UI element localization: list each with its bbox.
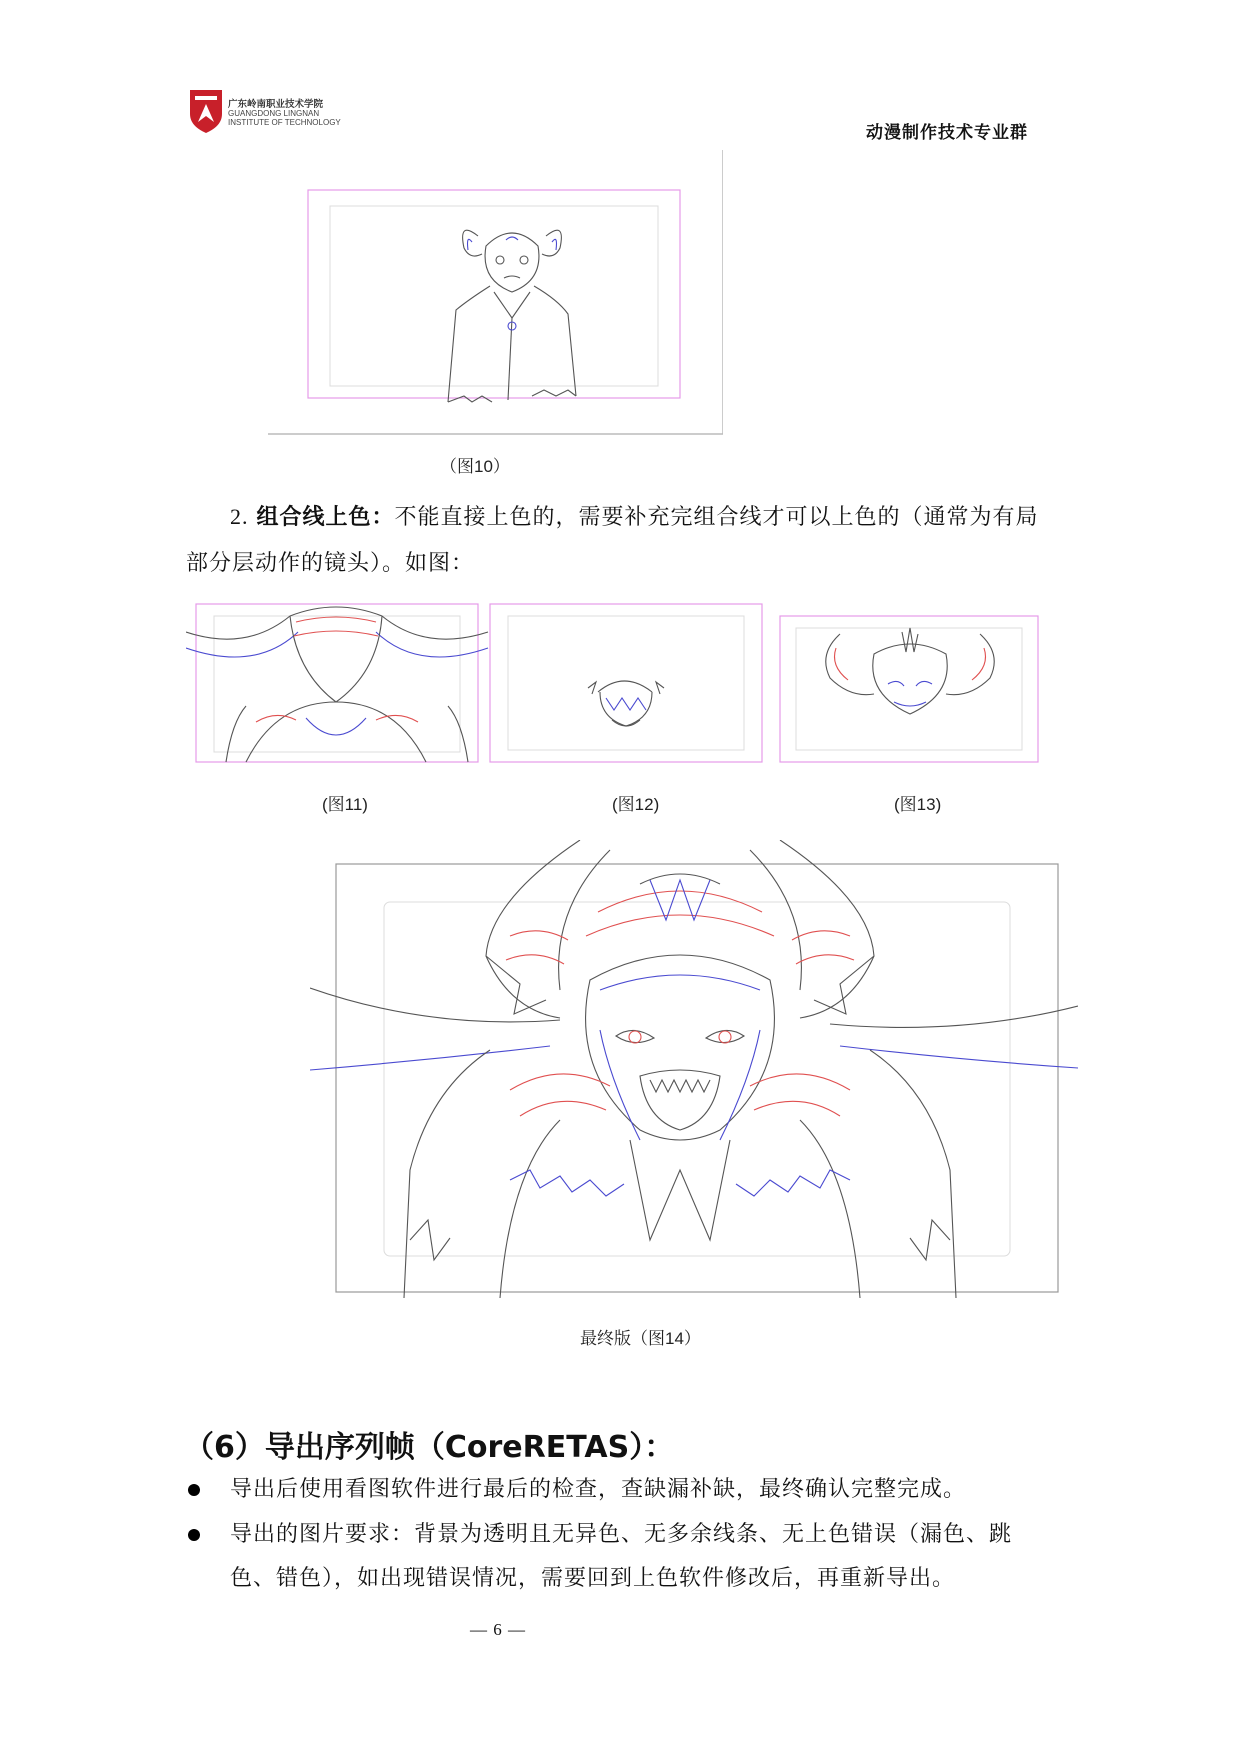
figure-11-image — [186, 602, 490, 764]
bullet-dot — [188, 1529, 200, 1541]
logo-chinese-name: 广东岭南职业技术学院 — [228, 99, 324, 110]
figure-10-image — [268, 150, 723, 436]
page-number: — 6 — — [470, 1620, 526, 1639]
figure-13-image — [778, 614, 1042, 764]
section-6-heading: （6）导出序列帧（CoreRETAS）： — [184, 1430, 675, 1465]
section-2-body: 不能直接上色的，需要补充完组合线才可以上色的（通常为有局部分层动作的镜头）。如图： — [186, 505, 1039, 576]
figure-12-caption: (图12) — [612, 795, 660, 814]
figure-12-image — [488, 602, 766, 764]
bullet-dot — [188, 1484, 200, 1496]
logo-english-line2: INSTITUTE OF TECHNOLOGY — [228, 118, 341, 127]
bullet-item-2: 导出的图片要求：背景为透明且无异色、无多余线条、无上色错误（漏色、跳色、错色），如出现错误情况，需要回到上色软件修改后，再重新导出。 — [230, 1522, 1013, 1591]
section-2-title: 组合线上色： — [256, 505, 395, 530]
bullet-item-1: 导出后使用看图软件进行最后的检查，查缺漏补缺，最终确认完整完成。 — [230, 1477, 967, 1502]
section-2-paragraph — [186, 494, 1046, 587]
figure-10-caption: （图10） — [440, 457, 510, 476]
logo-english-line1: GUANGDONG LINGNAN — [228, 109, 320, 118]
section-2-number: 2. — [230, 504, 249, 529]
figure-13-caption: (图13) — [894, 795, 942, 814]
shield-emblem-icon — [188, 88, 224, 134]
figure-11-caption: (图11) — [322, 795, 368, 814]
figure-14-caption: 最终版（图14） — [580, 1329, 701, 1348]
college-logo — [188, 88, 224, 134]
figure-14-image — [310, 840, 1078, 1298]
header-title: 动漫制作技术专业群 — [866, 123, 1028, 143]
